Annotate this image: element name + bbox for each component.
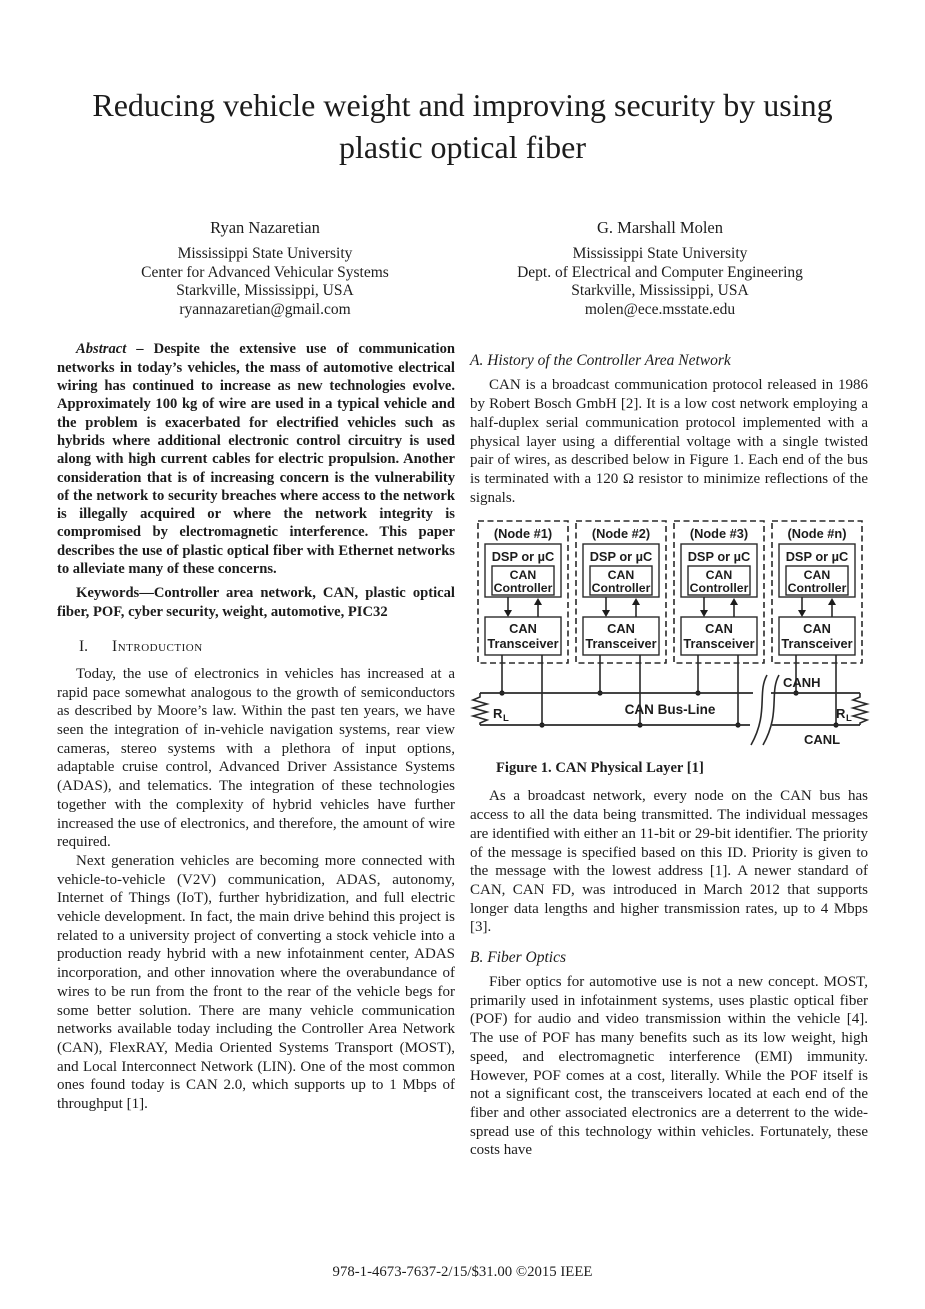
node-label: (Node #1) (493, 526, 553, 542)
can-history-paragraph: CAN is a broadcast communication protocol released in 1986 by Robert Bosch GmbH [2]. It is a low cost network employing a half-duplex serial communication protocol implemented with a physical layer using a differential voltage with a single twisted pair of wires, as described below in Figure 1. Each end of the bus is terminated with a 120 Ω resistor to minimize reflections of the signals. (470, 377, 868, 506)
author-email: ryannazaretian@gmail.com (179, 300, 351, 318)
can-controller-label: CAN (803, 568, 831, 583)
can-transceiver-label: CAN (509, 621, 537, 637)
can-node-n (772, 521, 862, 728)
author-department: Center for Advanced Vehicular Systems (141, 263, 389, 281)
author-department: Dept. of Electrical and Computer Engineering (517, 263, 803, 281)
can-transceiver-label: Transceiver (683, 636, 755, 652)
rl-label-right: R (836, 706, 846, 722)
can-node-3 (674, 521, 764, 728)
author-name: Ryan Nazaretian (210, 218, 320, 238)
section-number: I. (79, 637, 89, 655)
author-affiliation: Mississippi State University (572, 245, 748, 263)
keywords-text: —Controller area network, CAN, plastic optical fiber, POF, cyber security, weight, automotive, PIC32 (57, 585, 455, 620)
author-left (70, 218, 460, 319)
can-controller-label: Controller (689, 581, 749, 596)
canl-label: CANL (804, 732, 841, 748)
node-label: (Node #n) (787, 526, 847, 542)
section-title: Introduction (112, 637, 203, 655)
section-heading-introduction (57, 638, 455, 656)
can-bus-line-label: CAN Bus-Line (624, 702, 716, 718)
dsp-label: DSP or µC (687, 549, 751, 565)
left-terminator-resistor (473, 693, 487, 725)
can-controller-label: CAN (607, 568, 635, 583)
dsp-label: DSP or µC (589, 549, 653, 565)
figure-caption: Figure 1. CAN Physical Layer [1] (496, 760, 704, 777)
author-affiliation: Mississippi State University (177, 245, 353, 263)
subsection-heading-b: B. Fiber Optics (470, 949, 566, 967)
can-controller-label: CAN (705, 568, 733, 583)
can-controller-label: Controller (493, 581, 553, 596)
rl-label-left-sub: L (503, 713, 509, 725)
fiber-optics-paragraph: Fiber optics for automotive use is not a new concept. MOST, primarily used in infotainment systems, uses plastic optical fiber (POF) for audio and video transmission within the vehicle [4]. The use of POF has many benefits such as its low weight, high speed, and electromagnetic interference (EMI) immunity. However, POF comes at a cost, literally. While the POF itself is not a significant cost, the transceivers located at each end of the fiber and other associated electronics are a deterrent to the wide-spread use of this technology within vehicles. Fortunately, these costs have (470, 974, 868, 1159)
author-right (465, 218, 855, 319)
abstract-label: Abstract (76, 341, 127, 358)
can-transceiver-label: CAN (607, 621, 635, 637)
can-physical-layer-diagram (470, 517, 870, 753)
intro-paragraph-1: Today, the use of electronics in vehicles has increased at a rapid pace somewhat analogous to the growth of semiconductors as described by Moore’s law. Within the past ten years, we have seen the integration of in-vehicle navigation systems, rear view cameras, stereo systems with a plethora of input options, adaptable cruise control, Advanced Driver Assistance Systems (ADAS), and telematics. The integration of these technologies together with the complexity of hybrid vehicles have further increased the use of electronics, and therefore, the amount of wire required. (57, 665, 455, 851)
bus-break-mark (763, 675, 779, 745)
abstract-text: – Despite the extensive use of communication networks in today’s vehicles, the mass of automotive electrical wiring has continued to increase as new technologies evolve. Approximately 100 kg of wire are used in a typical vehicle and the problem is exacerbated for electrified vehicles such as hybrids where additional electronic control circuitry is used along with high current cables for electric propulsion. Another consideration that is of increasing concern is the vulnerability of the network to security breaches where access to the network is illegally acquired or where the network integrity is compromised by electromagnetic interference. This paper describes the use of plastic optical fiber with Ethernet networks to alleviate many of these concerns. (57, 341, 455, 578)
can-node-1 (478, 521, 568, 728)
dsp-label: DSP or µC (785, 549, 849, 565)
node-label: (Node #3) (689, 526, 749, 542)
abstract-paragraph (57, 340, 455, 578)
can-transceiver-label: CAN (803, 621, 831, 637)
keywords-paragraph (57, 584, 455, 621)
rl-label-right-sub: L (846, 713, 852, 725)
can-controller-label: Controller (591, 581, 651, 596)
left-column (57, 340, 455, 1160)
rl-label-left: R (493, 706, 503, 722)
dsp-label: DSP or µC (491, 549, 555, 565)
author-email: molen@ece.msstate.edu (584, 300, 736, 318)
bus-break-mark (751, 675, 767, 745)
can-controller-label: CAN (509, 568, 537, 583)
author-location: Starkville, Mississippi, USA (176, 282, 354, 300)
copyright-notice: 978-1-4673-7637-2/15/$31.00 ©2015 IEEE (332, 1264, 593, 1280)
author-location: Starkville, Mississippi, USA (571, 282, 749, 300)
can-controller-label: Controller (787, 581, 847, 596)
can-transceiver-label: Transceiver (487, 636, 559, 652)
can-broadcast-paragraph: As a broadcast network, every node on the CAN bus has access to all the data being transmitted. The individual messages are identified with either an 11-bit or 29-bit identifier. The priority of the message is specified based on this ID. Priority is given to the message with the lowest address [1]. A newer standard of CAN, CAN FD, was introduced in March 2012 that supports longer data lengths and higher transmission rates, up to 4 Mbps [3]. (470, 788, 868, 936)
subsection-heading-a: A. History of the Controller Area Network (470, 352, 731, 370)
right-column (470, 340, 868, 1160)
canh-label: CANH (783, 675, 821, 691)
node-label: (Node #2) (591, 526, 651, 542)
right-terminator-resistor (853, 693, 867, 725)
intro-paragraph-2: Next generation vehicles are becoming more connected with vehicle-to-vehicle (V2V) communication, ADAS, autonomy, Internet of Things (IoT), further hybridization, and full electric vehicle development. In fact, the main drive behind this project is related to a university project of converting a stock vehicle into a production ready hybrid with a new infotainment center, ADAS incorporation, and other innovation where the overabundance of wires to be run from the front to the rear of the vehicle begs for some better solution. There are many vehicle communication networks available today including the Controller Area Network (CAN), FlexRAY, Media Oriented Systems Transport (MOST), and Local Interconnect Network (LIN). One of the most common ones found today is CAN 2.0, which supports up to 1 Mbps of throughput [1]. (57, 852, 455, 1113)
can-transceiver-label: Transceiver (781, 636, 853, 652)
can-node-2 (576, 521, 666, 728)
two-column-body (0, 340, 925, 1160)
author-block (0, 218, 925, 319)
paper-title: Reducing vehicle weight and improving security by using plastic optical fiber (92, 87, 833, 166)
can-transceiver-label: Transceiver (585, 636, 657, 652)
author-name: G. Marshall Molen (596, 218, 724, 238)
keywords-label: Keywords (76, 585, 140, 602)
figure-1-can-physical-layer (470, 517, 868, 777)
can-transceiver-label: CAN (705, 621, 733, 637)
